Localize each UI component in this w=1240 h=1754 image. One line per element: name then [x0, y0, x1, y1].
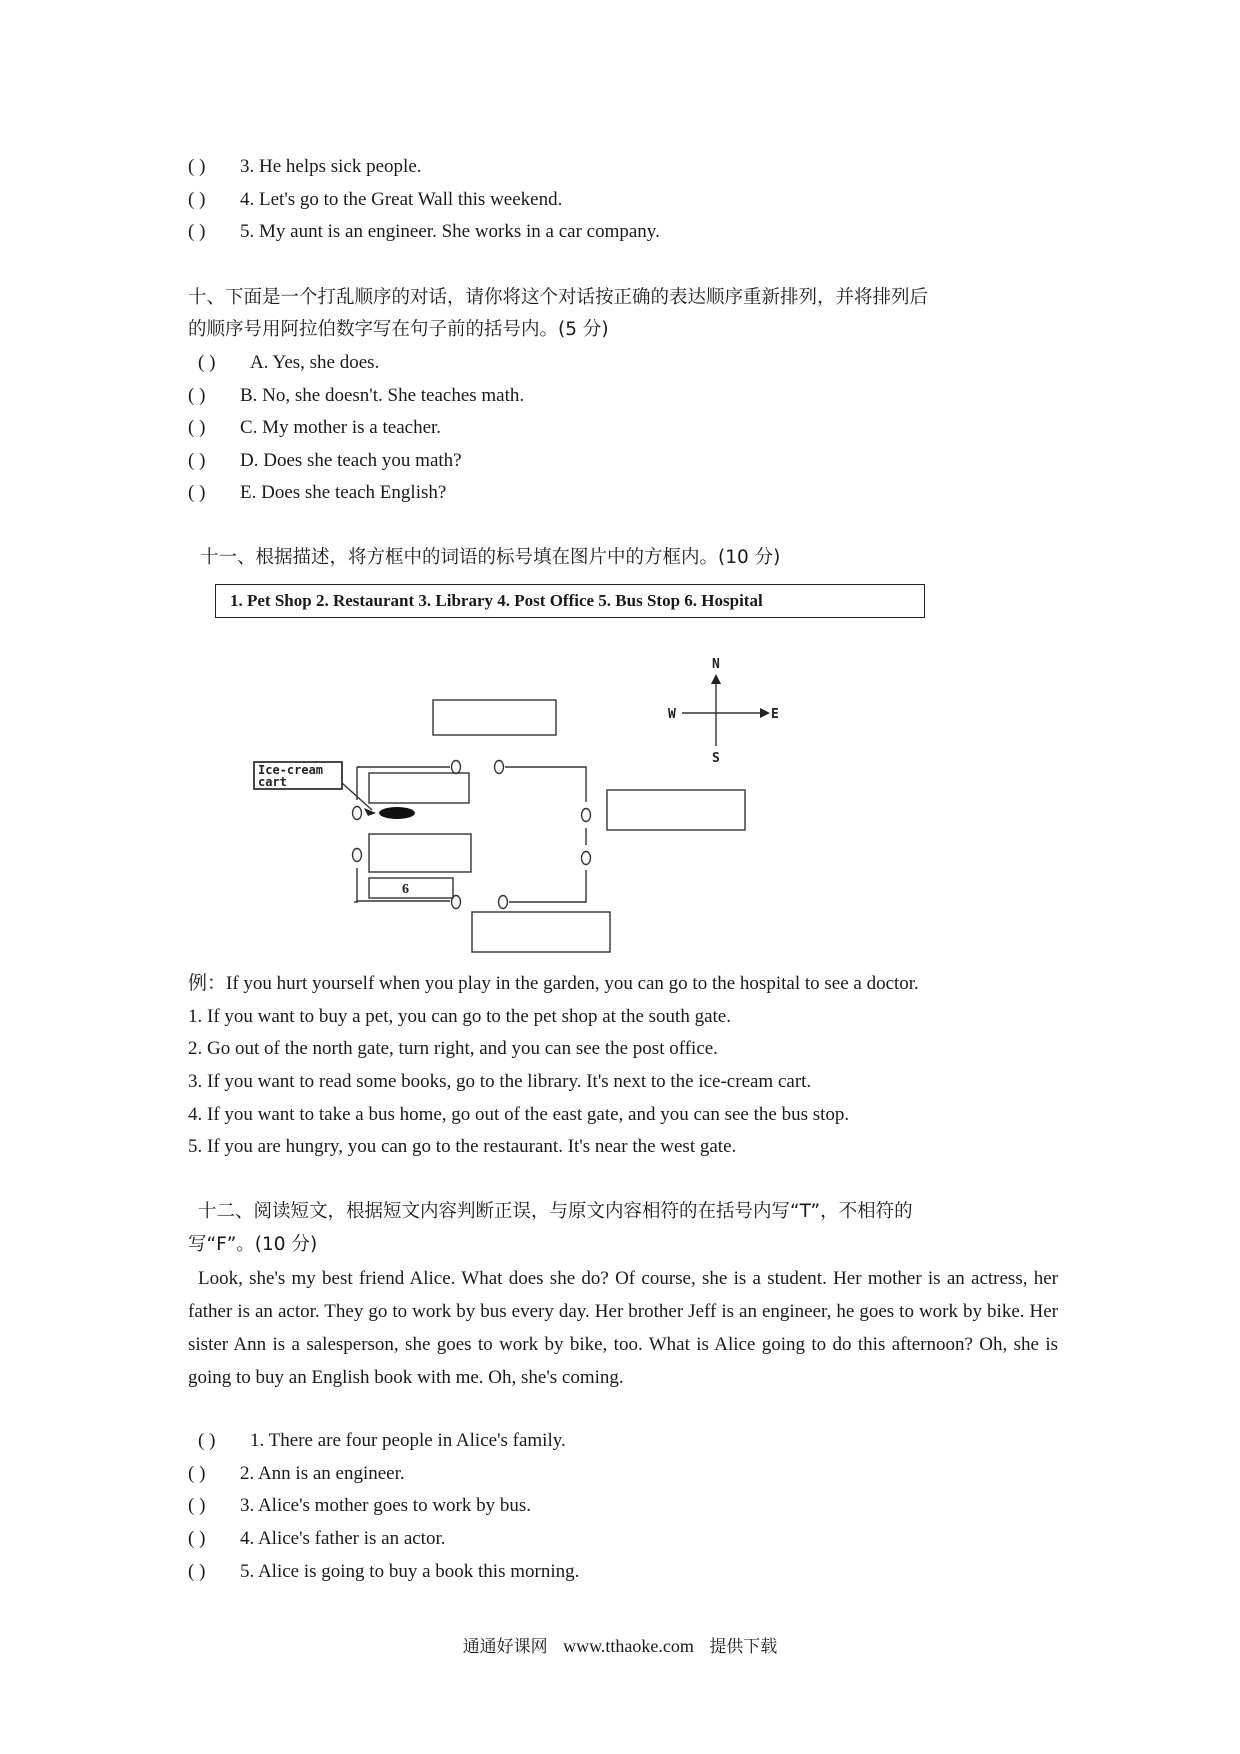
footer-url-link[interactable]: www.tthaoke.com — [563, 1636, 694, 1656]
prev-item-4: ( ) 4. Let's go to the Great Wall this weekend. — [188, 189, 563, 210]
outline-top-right — [505, 767, 586, 802]
gate-north-1 — [452, 761, 461, 774]
section10-item-c: ( ) C. My mother is a teacher. — [188, 417, 442, 438]
section10-title-line1: 十、下面是一个打乱顺序的对话，请你将这个对话按正确的表达顺序重新排列，并将排列后 — [188, 287, 929, 308]
answer-box-library[interactable] — [369, 773, 469, 803]
compass-east-arrow — [760, 708, 770, 718]
section11-item-5: 5. If you are hungry, you can go to the restaurant. It's near the west gate. — [188, 1136, 737, 1157]
compass-e-label: E — [771, 707, 779, 722]
footer-download-text: 提供下载 — [709, 1637, 778, 1657]
section11-item-4: 4. If you want to take a bus home, go out of the east gate, and you can see the bus stop. — [188, 1104, 850, 1125]
answer-box-south[interactable] — [472, 912, 610, 952]
icecream-cart-icon — [379, 807, 415, 819]
gate-south-1 — [452, 896, 461, 909]
section12-title-line1: 十二、阅读短文，根据短文内容判断正误，与原文内容相符的在括号内写“T”，不相符的 — [198, 1201, 913, 1222]
compass-north-arrow — [711, 674, 721, 684]
section10-item-b: ( ) B. No, she doesn't. She teaches math. — [188, 385, 525, 406]
section12-item-4: ( ) 4. Alice's father is an actor. — [188, 1528, 446, 1549]
section11-item-2: 2. Go out of the north gate, turn right, and you can see the post office. — [188, 1038, 718, 1059]
compass-s-label: S — [712, 751, 720, 766]
section12-item-5: ( ) 5. Alice is going to buy a book this morning. — [188, 1561, 580, 1582]
section12-passage: Look, she's my best friend Alice. What does she do? Of course, she is a student. Her mother is an actress, her father is an actor. They go to work by bus every day. Her brother Jeff is an engineer, he goes to work by bike. Her sister Ann is a salesperson, she goes to work by bike, too. What is Alice going to do this afternoon? Oh, she is going to buy an English book with me. Oh, she's coming. — [188, 1268, 1058, 1388]
answer-box-west[interactable] — [369, 834, 471, 872]
page-footer — [0, 1632, 1240, 1657]
gate-east-1 — [582, 809, 591, 822]
answer-box-north[interactable] — [433, 700, 556, 735]
section11-item-3: 3. If you want to read some books, go to the library. It's next to the ice-cream cart. — [188, 1071, 812, 1092]
prev-item-3: ( ) 3. He helps sick people. — [188, 156, 422, 177]
gate-west-1 — [353, 807, 362, 820]
section12-item-3: ( ) 3. Alice's mother goes to work by bus. — [188, 1495, 532, 1516]
section10-item-e: ( ) E. Does she teach English? — [188, 482, 447, 503]
prev-item-5: ( ) 5. My aunt is an engineer. She works in a car company. — [188, 221, 660, 242]
hospital-box — [369, 878, 453, 898]
campus-map — [250, 650, 790, 960]
word-bank-box: 1. Pet Shop 2. Restaurant 3. Library 4. Post Office 5. Bus Stop 6. Hospital — [215, 584, 925, 618]
gate-south-2 — [499, 896, 508, 909]
section10-item-a: ( ) A. Yes, she does. — [198, 352, 380, 373]
section11-item-1: 1. If you want to buy a pet, you can go to the pet shop at the south gate. — [188, 1006, 731, 1027]
compass-w-label: W — [668, 707, 676, 722]
gate-north-2 — [495, 761, 504, 774]
section10-item-d: ( ) D. Does she teach you math? — [188, 450, 462, 471]
answer-box-east[interactable] — [607, 790, 745, 830]
section10-title-line2: 的顺序号用阿拉伯数字写在句子前的括号内。(5 分) — [188, 319, 609, 340]
section12-item-2: ( ) 2. Ann is an engineer. — [188, 1463, 405, 1484]
icecream-label-line2: cart — [258, 775, 287, 789]
outline-bottom-right — [509, 870, 586, 902]
gate-east-2 — [582, 852, 591, 865]
section11-title: 十一、根据描述，将方框中的词语的标号填在图片中的方框内。(10 分) — [200, 547, 781, 568]
section12-item-1: ( ) 1. There are four people in Alice's family. — [198, 1430, 566, 1451]
section11-example: 例：If you hurt yourself when you play in the garden, you can go to the hospital to see a doctor. — [188, 973, 919, 994]
footer-site-name: 通通好课网 — [462, 1637, 548, 1657]
icecream-label-line1: Ice-cream — [258, 763, 324, 777]
hospital-number: 6 — [402, 882, 409, 897]
section12-title-line2: 写“F”。(10 分) — [188, 1234, 318, 1255]
icecream-pointer-arrow — [364, 808, 376, 816]
compass-n-label: N — [712, 657, 720, 672]
gate-west-2 — [353, 849, 362, 862]
